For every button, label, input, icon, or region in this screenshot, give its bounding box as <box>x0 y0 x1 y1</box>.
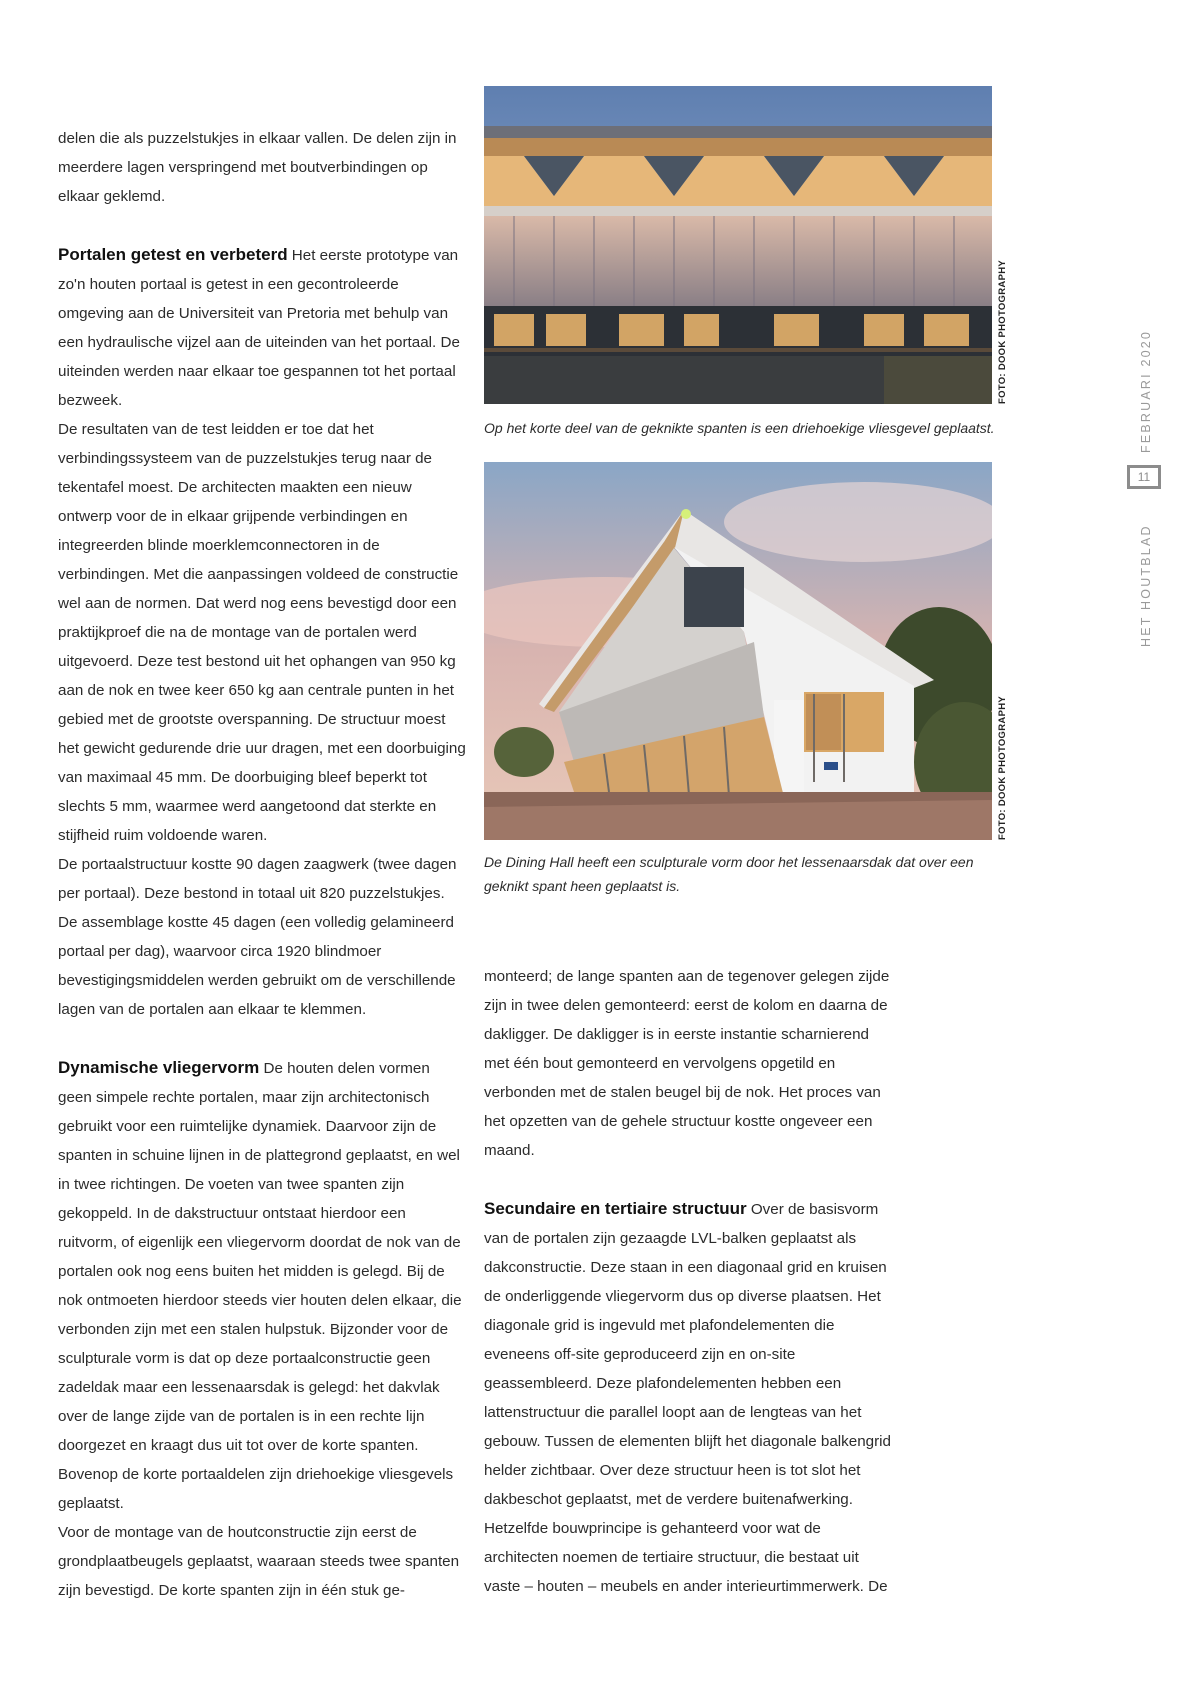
photo-dining-hall <box>484 462 992 840</box>
page-number: 11 <box>1127 465 1161 489</box>
section-portalen <box>58 240 466 415</box>
publication-name: HET HOUTBLAD <box>1139 524 1153 647</box>
body-paragraph: De houten delen vormen geen simpele rechte portalen, maar zijn architectonisch gebruikt voor een ruimtelijke dynamiek. Daarvoor zijn de spanten in schuine lijnen in de plattegrond geplaatst, en wel in twee richtingen. De voeten van twee spanten zijn gekoppeld. In de dakstructuur ontstaat hierdoor een ruitvorm, of eigenlijk een vliegervorm doordat de nok van de portalen ook nog eens buiten het midden is gelegd. Bij de nok ontmoeten hierdoor steeds vier houten delen elkaar, die verbonden zijn met een stalen hulpstuk. Bijzonder voor de sculpturale vorm is dat op deze portaalconstructie geen zadeldak maar een lessenaarsdak is gelegd: het dakvlak over de lange zijde van de portalen is in een rechte lijn doorgezet en kraagt dus uit tot over de korte spanten. Bovenop de korte portaaldelen zijn driehoekige vliesgevels geplaatst. <box>58 1060 462 1512</box>
section-vliegervorm <box>58 1053 466 1518</box>
photo-credit: FOTO: DOOK PHOTOGRAPHY <box>997 695 1008 840</box>
photo-caption: Op het korte deel van de geknikte spanten is een driehoekige vliesgevel geplaatst. <box>484 420 995 436</box>
body-paragraph: Voor de montage van de houtconstructie zijn eerst de grondplaatbeugels geplaatst, waaraan steeds twee spanten zijn bevestigd. De korte spanten zijn in één stuk ge- <box>58 1524 460 1599</box>
left-column <box>58 124 466 1605</box>
section-heading-secundaire: Secundaire en tertiaire structuur <box>484 1199 747 1218</box>
body-paragraph: De portaalstructuur kostte 90 dagen zaagwerk (twee dagen per portaal). Deze bestond in totaal uit 820 puzzelstukjes. De assemblage kostte 45 dagen (een volledig gelamineerd portaal per dag), waarvoor circa 1920 blindmoer bevestigingsmiddelen werden gebruikt om de verschillende lagen van de portalen aan elkaar te klemmen. <box>58 856 457 1018</box>
photo-triangular-facade <box>484 86 992 404</box>
right-column <box>484 962 894 1601</box>
photo-credit: FOTO: DOOK PHOTOGRAPHY <box>997 259 1008 404</box>
section-heading-portalen: Portalen getest en verbeterd <box>58 245 288 264</box>
section-heading-vliegervorm: Dynamische vliegervorm <box>58 1058 260 1077</box>
body-paragraph: Het eerste prototype van zo'n houten portaal is getest in een gecontroleerde omgeving aan de Universiteit van Pretoria met behulp van een hydraulische vijzel aan de uiteinden van het portaal. De uiteinden werden naar elkaar toe gespannen tot het portaal bezweek. <box>58 247 460 409</box>
body-paragraph: De resultaten van de test leidden er toe dat het verbindingssysteem van de puzzelstukjes terug naar de tekentafel moest. De architecten maakten een nieuw ontwerp voor de in elkaar grijpende verbindingen en integreerden blinde moerklemconnectoren in de verbindingen. Met die aanpassingen voldeed de constructie wel aan de normen. Dat werd nog eens bevestigd door een praktijkproef die na de montage van de portalen werd uitgevoerd. Deze test bestond uit het ophangen van 950 kg aan de nok en twee keer 650 kg aan centrale punten in het gebied met de grootste overspanning. De structuur moest het gewicht gedurende drie uur dragen, met een doorbuiging van maximaal 45 mm. De doorbuiging bleef beperkt tot slechts 5 mm, waarmee werd aangetoond dat sterkte en stijfheid ruim voldoende waren. <box>58 421 466 844</box>
body-paragraph: monteerd; de lange spanten aan de tegenover gelegen zijde zijn in twee delen gemonteerd: eerst de kolom en daarna de dakligger. De dakligger is in eerste instantie scharnierend met één bout gemonteerd en vervolgens opgetild en verbonden met de stalen beugel bij de nok. Het proces van het opzetten van de gehele structuur kostte ongeveer een maand. <box>484 968 890 1159</box>
photo-caption: De Dining Hall heeft een sculpturale vorm door het lessenaarsdak dat over een geknikt spant heen geplaatst is. <box>484 854 974 894</box>
intro-paragraph: delen die als puzzelstukjes in elkaar vallen. De delen zijn in meerdere lagen verspringend met boutverbindingen op elkaar geklemd. <box>58 130 457 205</box>
issue-date: FEBRUARI 2020 <box>1139 329 1153 453</box>
body-paragraph: Hetzelfde bouwprincipe is gehanteerd voor wat de architecten noemen de tertiaire structuur, die bestaat uit vaste – houten – meubels en ander interieurtimmerwerk. De <box>484 1520 888 1595</box>
section-secundaire <box>484 1194 894 1514</box>
body-paragraph: Over de basisvorm van de portalen zijn gezaagde LVL-balken geplaatst als dakconstructie. Deze staan in een diagonaal grid en kruisen de onderliggende vliegervorm dus op diverse plaatsen. Het diagonale grid is ingevuld met plafondelementen die eveneens off-site geproduceerd zijn en on-site geassembleerd. Deze plafondelementen hebben een lattenstructuur die parallel loopt aan de lengteas van het gebouw. Tussen de elementen blijft het diagonale balkengrid helder zichtbaar. Over deze structuur heen is tot slot het dakbeschot geplaatst, met de verdere buitenafwerking. <box>484 1201 891 1508</box>
